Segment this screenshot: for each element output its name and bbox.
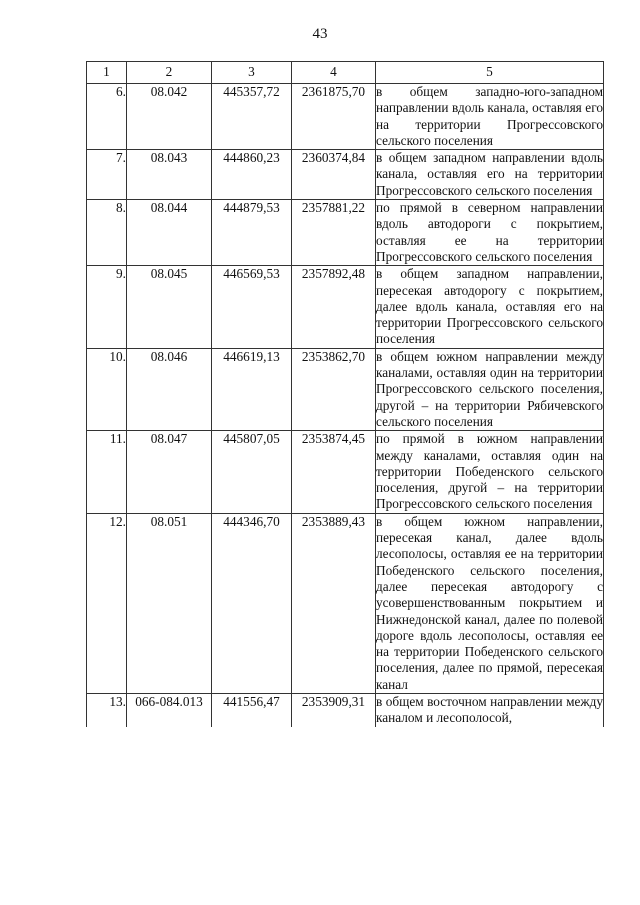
coordinate-y: 2353909,31: [292, 693, 376, 726]
coordinate-y: 2360374,84: [292, 150, 376, 200]
header-col-3: 3: [212, 62, 292, 84]
boundary-description-text: по прямой в южном направлении между каналами, оставляя один на территории Победенского сельского поселения, другой – на территории Прогрессовского сельского поселения: [376, 431, 603, 512]
coordinate-x: 444346,70: [212, 513, 292, 693]
boundary-points-table: [86, 61, 604, 727]
row-number: 10.: [87, 348, 127, 430]
row-number: 6.: [87, 84, 127, 150]
boundary-description-text: в общем восточном направлении между каналом и лесополосой,: [376, 693, 603, 726]
coordinate-x: 444879,53: [212, 200, 292, 266]
boundary-description: [376, 266, 604, 348]
boundary-description: [376, 200, 604, 266]
boundary-description-text: в общем западно-юго-западном направлении вдоль канала, оставляя его на территории Прогрессовского сельского поселения: [376, 84, 603, 148]
coordinate-x: 444860,23: [212, 150, 292, 200]
table-row: [87, 200, 604, 266]
coordinate-x: 445357,72: [212, 84, 292, 150]
row-number: 9.: [87, 266, 127, 348]
table-row: [87, 431, 604, 513]
table-header-row: [87, 62, 604, 84]
coordinate-x: 445807,05: [212, 431, 292, 513]
table-row: [87, 693, 604, 726]
coordinate-y: 2357892,48: [292, 266, 376, 348]
header-col-2: 2: [127, 62, 212, 84]
header-col-4: 4: [292, 62, 376, 84]
boundary-description: [376, 693, 604, 726]
point-code: 08.042: [127, 84, 212, 150]
boundary-description: [376, 348, 604, 430]
table-row: [87, 513, 604, 693]
boundary-description-text: в общем южном направлении между каналами, оставляя один на территории Прогрессовского сельского поселения, другой – на территории Рябичевского сельского поселения: [376, 348, 603, 429]
coordinate-y: 2353889,43: [292, 513, 376, 693]
boundary-description: [376, 150, 604, 200]
table-row: [87, 348, 604, 430]
boundary-description-text: в общем южном направлении, пересекая канал, далее вдоль лесополосы, оставляя ее на территории Победенского сельского поселения, далее пересекая автодорогу с усовершенствованным покрытием и Нижнедонской канал, далее по полевой дороге вдоль лесополосы, оставляя ее на территории Победенского сельского поселения, далее по прямой, пересекая канал: [376, 513, 603, 692]
row-number: 8.: [87, 200, 127, 266]
row-number: 11.: [87, 431, 127, 513]
point-code: 08.051: [127, 513, 212, 693]
coordinate-x: 446619,13: [212, 348, 292, 430]
point-code: 08.045: [127, 266, 212, 348]
boundary-description: [376, 84, 604, 150]
point-code: 08.047: [127, 431, 212, 513]
coordinate-y: 2353874,45: [292, 431, 376, 513]
row-number: 13.: [87, 693, 127, 726]
table-row: [87, 150, 604, 200]
point-code: 066-084.013: [127, 693, 212, 726]
point-code: 08.043: [127, 150, 212, 200]
point-code: 08.046: [127, 348, 212, 430]
boundary-description-text: по прямой в северном направлении вдоль автодороги с покрытием, оставляя ее на территории Прогрессовского сельского поселения: [376, 200, 603, 264]
page-number: 43: [312, 26, 328, 42]
boundary-description-text: в общем западном направлении, пересекая автодорогу с покрытием, далее вдоль канала, оставляя его на территории Прогрессовского сельского поселения: [376, 266, 603, 347]
coordinate-y: 2357881,22: [292, 200, 376, 266]
boundary-description: [376, 431, 604, 513]
table-row: [87, 266, 604, 348]
table-row: [87, 84, 604, 150]
coordinate-y: 2361875,70: [292, 84, 376, 150]
header-col-1: 1: [87, 62, 127, 84]
row-number: 7.: [87, 150, 127, 200]
row-number: 12.: [87, 513, 127, 693]
coordinate-x: 441556,47: [212, 693, 292, 726]
point-code: 08.044: [127, 200, 212, 266]
coordinate-y: 2353862,70: [292, 348, 376, 430]
coordinate-x: 446569,53: [212, 266, 292, 348]
header-col-5: 5: [376, 62, 604, 84]
boundary-description: [376, 513, 604, 693]
boundary-description-text: в общем западном направлении вдоль канала, оставляя его на территории Прогрессовского сельского поселения: [376, 150, 603, 198]
